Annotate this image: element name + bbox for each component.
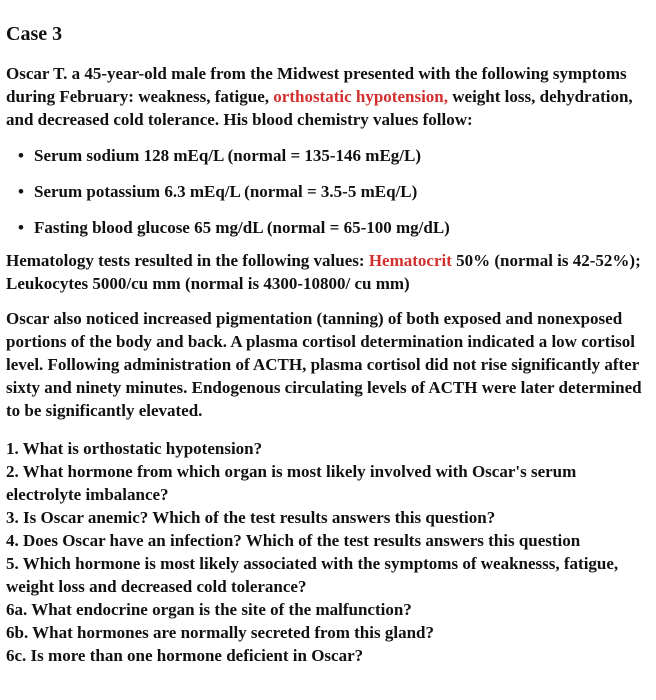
intro-text-end: weight loss, dehydration, and decreased cold tolerance. His blood chemistry values follow: bbox=[6, 87, 633, 129]
case-title: Case 3 bbox=[6, 23, 63, 45]
intro-text-start: Oscar T. a 45-year-old male from the Midwest presented with the following symptoms during February: weakness, fatigue, bbox=[6, 64, 627, 106]
observation-paragraph: Oscar also noticed increased pigmentation (tanning) of both exposed and nonexposed portions of the body and back. A plasma cortisol determination indicated a low cortisol level. Following administration of ACTH, plasma cortisol did not rise significantly after sixty and ninety minutes. Endogenous circulating levels of ACTH were later determined to be significantly elevated. bbox=[6, 309, 642, 420]
lab-item-sodium: • Serum sodium 128 mEq/L (normal = 135-146 mEg/L) bbox=[18, 145, 652, 167]
hematology-text-end: 50% (normal is 42-52%); Leukocytes 5000/cu mm (normal is 4300-10800/ cu mm) bbox=[6, 251, 641, 293]
lab-item-potassium: • Serum potassium 6.3 mEq/L (normal = 3.5-5 mEq/L) bbox=[18, 181, 652, 203]
question-item: 4. Does Oscar have an infection? Which of the test results answers this question bbox=[6, 531, 581, 550]
blood-chemistry-list bbox=[6, 145, 652, 239]
question-item: 1. What is orthostatic hypotension? bbox=[6, 439, 263, 458]
hematology-highlight-term: Hematocrit bbox=[368, 251, 452, 270]
intro-paragraph bbox=[6, 62, 652, 131]
question-item: 3. Is Oscar anemic? Which of the test results answers this question? bbox=[6, 508, 496, 527]
question-item: 6a. What endocrine organ is the site of the malfunction? bbox=[6, 600, 412, 619]
hematology-text-start: Hematology tests resulted in the following values: bbox=[6, 251, 369, 270]
question-item: 2. What hormone from which organ is most likely involved with Oscar's serum electrolyte imbalance? bbox=[6, 462, 577, 504]
question-list bbox=[6, 437, 652, 667]
question-item: 6b. What hormones are normally secreted from this gland? bbox=[6, 623, 434, 642]
hematology-paragraph bbox=[6, 249, 652, 295]
question-item: 5. Which hormone is most likely associated with the symptoms of weaknesss, fatigue, weight loss and decreased cold tolerance? bbox=[6, 554, 619, 596]
intro-highlight-term: orthostatic hypotension, bbox=[273, 87, 449, 106]
lab-item-glucose: • Fasting blood glucose 65 mg/dL (normal = 65-100 mg/dL) bbox=[18, 217, 652, 239]
question-item: 6c. Is more than one hormone deficient in Oscar? bbox=[6, 646, 364, 665]
